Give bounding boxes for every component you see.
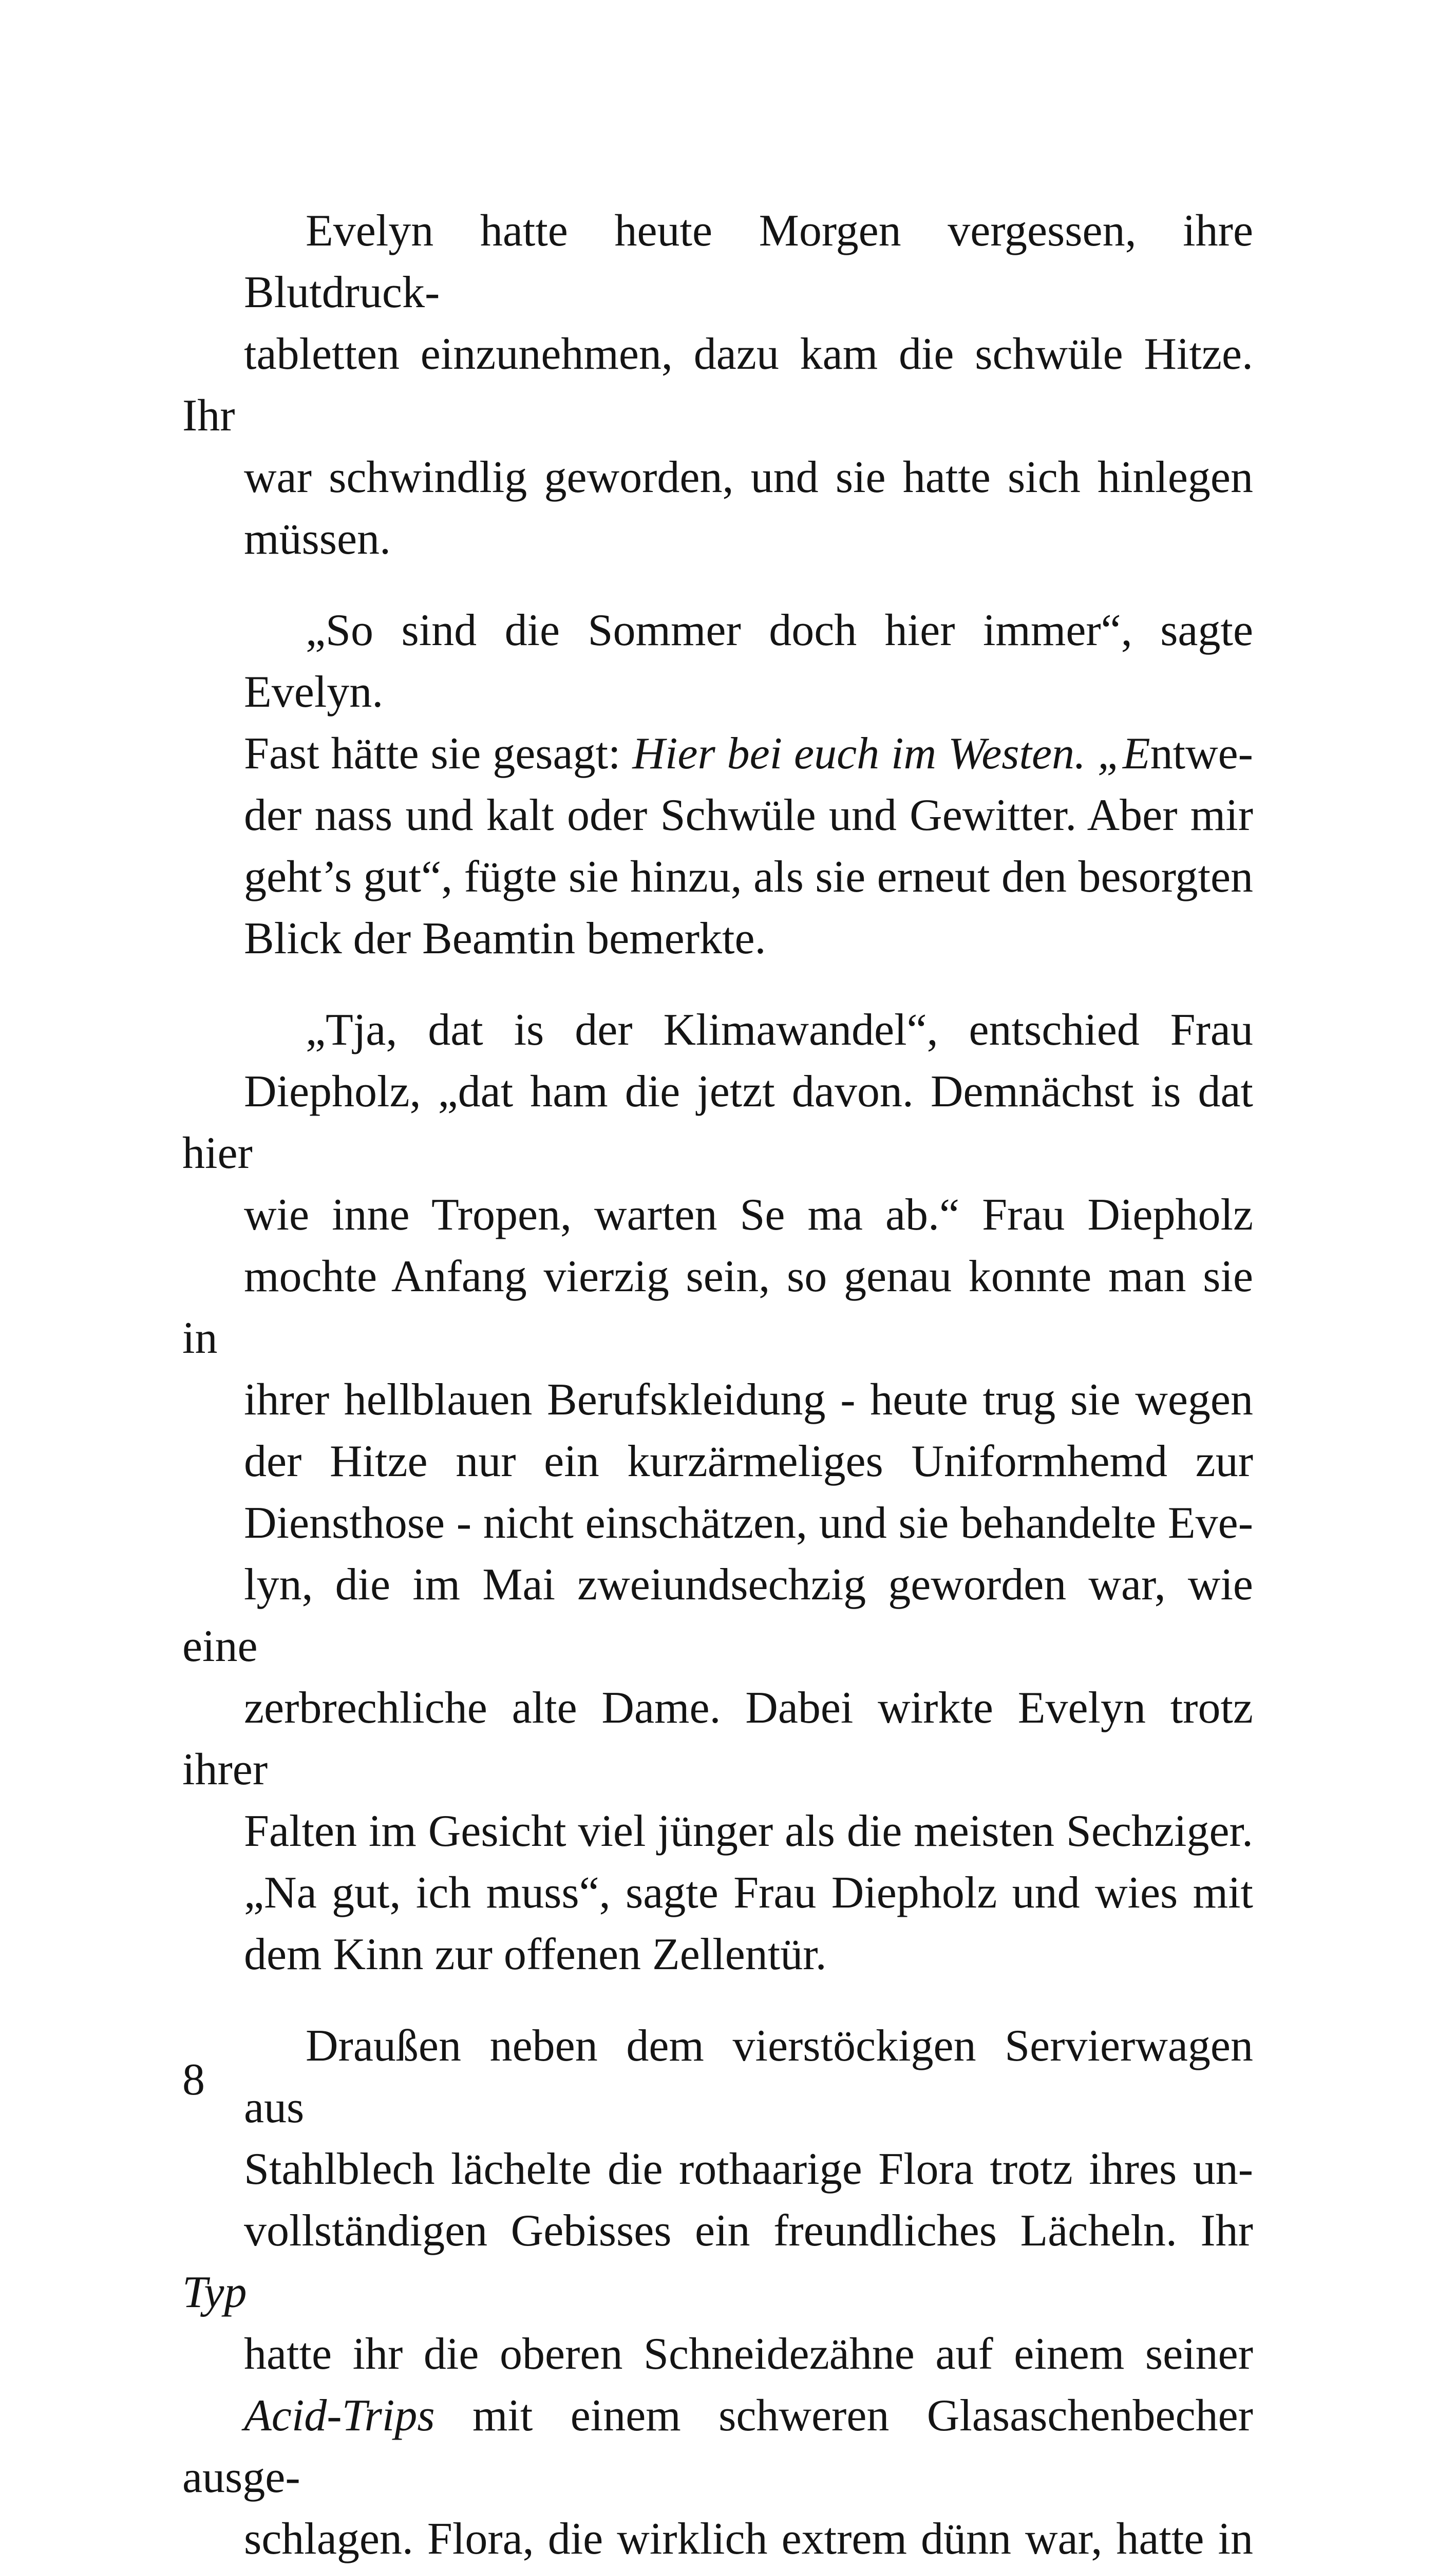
text-line: mochte Anfang vierzig sein, so genau konnte man sie in [182, 1252, 1253, 1363]
text-line: Diepholz, „dat ham die jetzt davon. Demnächst is dat hier [182, 1067, 1253, 1178]
italic-segment: Hier bei euch im Westen. „E [632, 729, 1150, 779]
text-segment: Fast hätte sie gesagt: [244, 729, 633, 779]
text-line [182, 2385, 1253, 2508]
text-line: lyn, die im Mai zweiundsechzig geworden war, wie eine [182, 1560, 1253, 1671]
text-line: Evelyn hatte heute Morgen vergessen, ihre Blutdruck- [244, 206, 1253, 317]
paragraph-4 [182, 2015, 1253, 2568]
text-segment: ntwe- [1150, 729, 1253, 779]
text-line: war schwindlig geworden, und sie hatte sich hinlegen [244, 452, 1253, 502]
italic-segment: Typ [182, 2268, 247, 2317]
text-line: müssen. [244, 514, 391, 564]
text-line: ihrer hellblauen Berufskleidung - heute trug sie wegen [244, 1375, 1253, 1425]
text-segment: mit einem schweren Glasaschenbecher ausge- [182, 2391, 1253, 2502]
text-line: „Na gut, ich muss“, sagte Frau Diepholz und wies mit [244, 1868, 1253, 1918]
text-line: hatte ihr die oberen Schneidezähne auf einem seiner [244, 2329, 1253, 2379]
text-line: „So sind die Sommer doch hier immer“, sagte Evelyn. [244, 606, 1253, 717]
paragraph-3 [182, 999, 1253, 1986]
text-line: schlagen. Flora, die wirklich extrem dünn war, hatte in [244, 2514, 1253, 2564]
text-line: Stahlblech lächelte die rothaarige Flora trotz ihres un- [244, 2144, 1253, 2194]
book-page-text [182, 200, 1253, 2568]
paragraph-2 [182, 600, 1253, 970]
text-line: dem Kinn zur offenen Zellentür. [244, 1930, 827, 1979]
text-line: „Tja, dat is der Klimawandel“, entschied Frau [306, 1005, 1253, 1055]
text-line [182, 2200, 1253, 2324]
page-number: 8 [182, 2055, 205, 2105]
text-line [182, 723, 1253, 785]
text-line: Falten im Gesicht viel jünger als die meisten Sechziger. [244, 1806, 1253, 1856]
text-line: wie inne Tropen, warten Se ma ab.“ Frau Diepholz [244, 1190, 1253, 1240]
text-line: Diensthose - nicht einschätzen, und sie behandelte Eve- [244, 1498, 1253, 1548]
text-line: Blick der Beamtin bemerkte. [244, 914, 766, 964]
text-line: geht’s gut“, fügte sie hinzu, als sie erneut den besorgten [244, 852, 1253, 902]
text-line: der Hitze nur ein kurzärmeliges Uniformhemd zur [244, 1437, 1253, 1486]
text-line: tabletten einzunehmen, dazu kam die schwüle Hitze. Ihr [182, 329, 1253, 441]
text-line: der nass und kalt oder Schwüle und Gewitter. Aber mir [244, 790, 1253, 840]
italic-segment: Acid-Trips [244, 2391, 435, 2441]
text-line: zerbrechliche alte Dame. Dabei wirkte Evelyn trotz ihrer [182, 1683, 1253, 1795]
text-line: Draußen neben dem vierstöckigen Servierwagen aus [244, 2021, 1253, 2132]
text-segment: vollständigen Gebisses ein freundliches Lächeln. Ihr [244, 2206, 1253, 2256]
paragraph-1 [182, 200, 1253, 570]
